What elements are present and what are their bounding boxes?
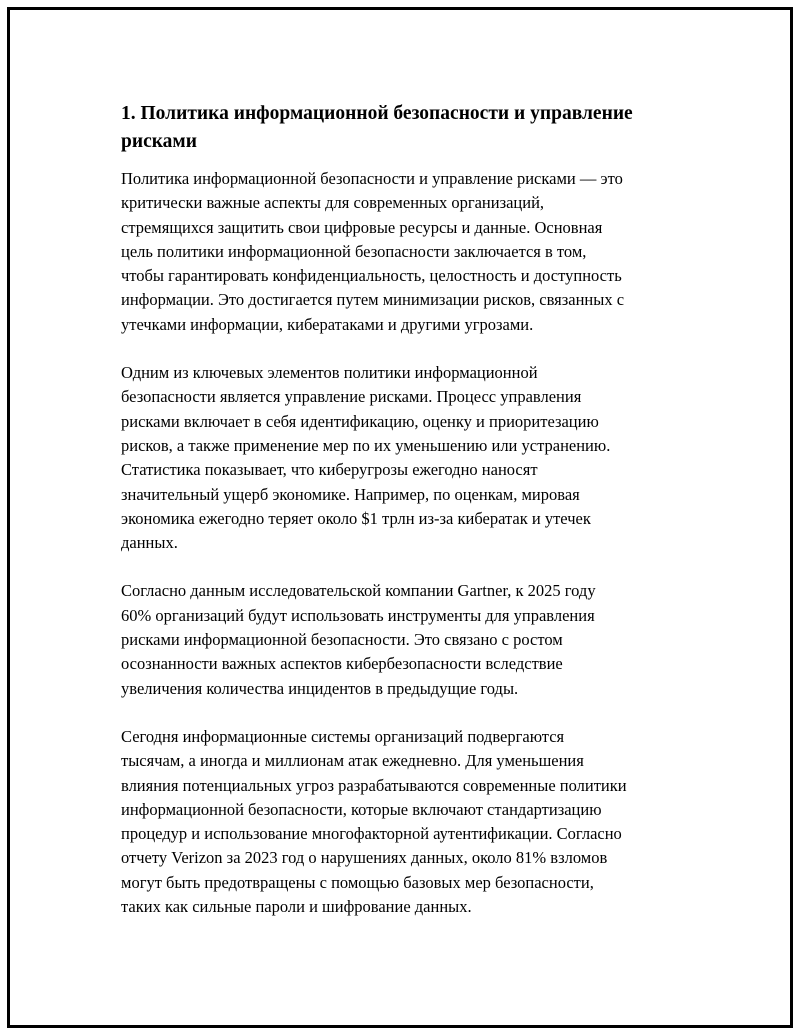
- document-body: [121, 100, 696, 943]
- paragraph-intro: Политика информационной безопасности и управление рисками — это критически важные аспекты для современных организаций, стремящихся защитить свои цифровые ресурсы и данные. Основная цель политики информационной безопасности заключается в том, чтобы гарантировать конфиденциальность, целостность и доступность информации. Это достигается путем минимизации рисков, связанных с утечками информации, кибератаками и другими угрозами.: [121, 169, 625, 334]
- page-frame: [7, 7, 793, 1028]
- paragraph-risk-management: Одним из ключевых элементов политики информационной безопасности является управление рисками. Процесс управления рисками включает в себя идентификацию, оценку и приоритезацию рисков, а также применение мер по их уменьшению или устранению. Статистика показывает, что киберугрозы ежегодно наносят значительный ущерб экономике. Например, по оценкам, мировая экономика ежегодно теряет около $1 трлн из-за кибератак и утечек данных.: [121, 363, 611, 553]
- paragraph-gartner: Согласно данным исследовательской компании Gartner, к 2025 году 60% организаций будут использовать инструменты для управления рисками информационной безопасности. Это связано с ростом осознанности важных аспектов кибербезопасности вследствие увеличения количества инцидентов в предыдущие годы.: [121, 581, 596, 698]
- paragraph-verizon: Сегодня информационные системы организаций подвергаются тысячам, а иногда и миллионам атак ежедневно. Для уменьшения влияния потенциальных угроз разрабатываются современные политики информационной безопасности, которые включают стандартизацию процедур и использование многофакторной аутентификации. Согласно отчету Verizon за 2023 год о нарушениях данных, около 81% взломов могут быть предотвращены с помощью базовых мер безопасности, таких как сильные пароли и шифрование данных.: [121, 726, 627, 917]
- section-heading: 1. Политика информационной безопасности и управление рисками: [121, 103, 633, 152]
